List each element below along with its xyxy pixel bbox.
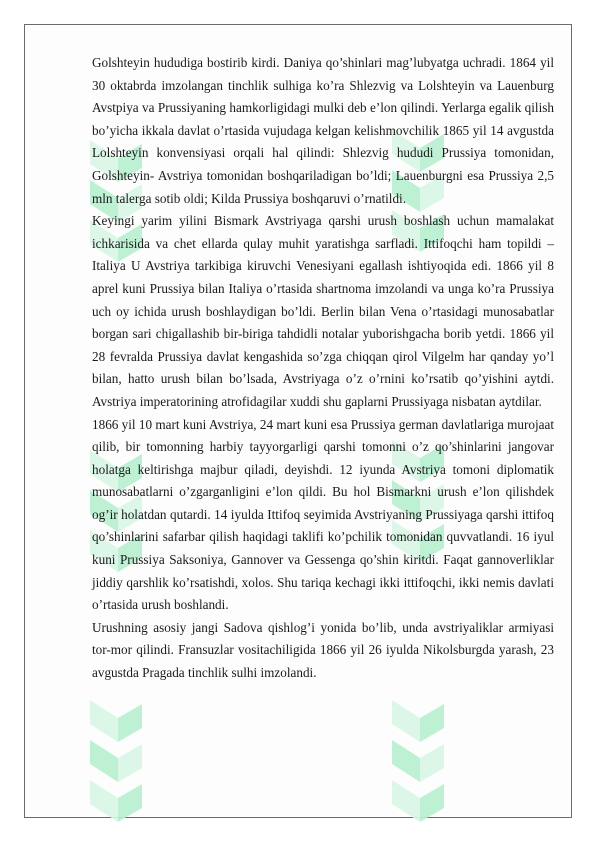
watermark-logo-icon [80,690,150,840]
document-body [92,52,554,685]
paragraph: Keyingi yarim yilini Bismark Avstriyaga qarshi urush boshlash uchun mamalakat ichkarisida va chet ellarda qulay muhit yaratishga sarfladi. Ittifoqchi ham topildi – Italiya U Avstriya tarkibiga kiruvchi Venesiyani egallash ishtiyoqida edi. 1866 yil 8 aprel kuni Prussiya bilan Italiya o’rtasida shartnoma imzolandi va unga ko’ra Prussiya uch oy ichida urush boshlaydigan bo’ldi. Berlin bilan Vena o’rtasidagi munosabatlar borgan sari chigallashib bir-biriga tahdidli notalar yuborishgacha borib yetdi. 1866 yil 28 fevralda Prussiya davlat kengashida so’zga chiqqan qirol Vilgelm har qanday yo’l bilan, hatto urush bilan bo’lsada, Avstriyaga o’z o’rnini ko’rsatib qo’yishini aytdi. Avstriya imperatorining atrofidagilar xuddi shu gaplarni Prussiyaga nisbatan aytdilar. [92,213,554,409]
paragraph: Golshteyin hududiga bostirib kirdi. Daniya qo’shinlari mag’lubyatga uchradi. 1864 yil 30 oktabrda imzolangan tinchlik sulhiga ko’ra Shlezvig va Lolshteyin va Lauenburg Avstpiya va Prussiyaning hamkorligidagi mulki deb e’lon qilindi. Yerlarga egalik qilish bo’yicha ikkala davlat o’rtasida vujudaga kelgan kelishmovchilik 1865 yil 14 avgustda Lolshteyin konvensiyasi orqali hal qilindi: Shlezvig hududi Prussiya tomonidan, Golshteyin- Avstriya tomonidan boshqariladigan bo’ldi; Lauenburgni esa Prussiya 2,5 mln talerga sotib oldi; Kilda Prussiya boshqaruvi o’rnatildi. [92,55,554,206]
paragraph: 1866 yil 10 mart kuni Avstriya, 24 mart kuni esa Prussiya german davlatlariga murojaat qilib, bir tomonning harbiy tayyorgarligi qarshi tomonni o’z qo’shinlarini jangovar holatga keltirishga majbur qiladi, deyishdi. 12 iyunda Avstriya tomoni diplomatik munosabatlarni o’zgarganligini e’lon qildi. Bu hol Bismarkni urush e’lon qilishdek og’ir holatdan qutardi. 14 iyulda Ittifoq seyimida Avstriyaning Prussiyaga qarshi ittifoq qo’shinlarini safarbar qilish haqidagi taklifi ko’pchilik tomonidan quvvatlandi. 16 iyul kuni Prussiya Saksoniya, Gannover va Gessenga qo’shin kiritdi. Faqat gannoverliklar jiddiy qarshlik ko’rsatishdi, xolos. Shu tariqa kechagi ikki ittifoqchi, ikki nemis davlati o’rtasida urush boshlandi. [92,416,554,613]
paragraph: Urushning asosiy jangi Sadova qishlog’i yonida bo’lib, unda avstriyaliklar armiyasi tor-mor qilindi. Fransuzlar vositachiligida 1866 yil 26 iyulda Nikolsburgda yarash, 23 avgustda Pragada tinchlik sulhi imzolandi. [92,619,554,681]
watermark-logo-icon [382,690,452,840]
